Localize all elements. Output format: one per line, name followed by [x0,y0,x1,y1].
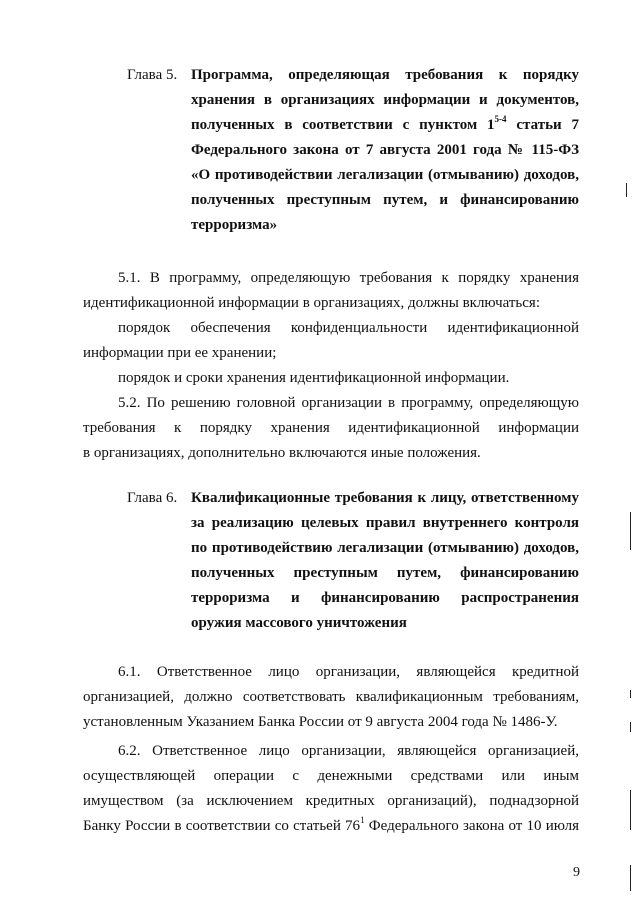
chapter-5-title-line: Программа, определяющая требования к порядку [191,67,579,83]
chapter-5-label: Глава 5. [127,67,178,83]
paragraph-line: установленным Указанием Банка России от 9 августа 2004 года № 1486-У. [83,714,558,730]
chapter-5-title-line: Федерального закона от 7 августа 2001 года № 115-ФЗ [191,142,579,158]
paragraph-5-2 [83,391,579,466]
chapter-5-title-line [191,113,579,138]
scan-edge-mark [630,790,631,830]
chapter-5-title-line: полученных преступным путем, и финансированию [191,192,579,208]
paragraph-line: организацией, должно соответствовать квалификационным требованиям, [83,689,579,705]
chapter-5-title-line: терроризма» [191,217,278,233]
scan-edge-mark [630,865,631,891]
chapter-5-title-line: «О противодействии легализации (отмыванию) доходов, [191,167,579,183]
chapter-5-title-line: хранения в организациях информации и документов, [191,92,579,108]
paragraph-line: осуществляющей операции с денежными средствами или иным [83,768,579,784]
superscript: 5-4 [494,114,507,124]
scan-edge-mark [626,183,627,197]
paragraph-list-item-1 [83,316,579,366]
paragraph-line-text: Банку России в соответствии со статьей 76 [83,818,361,834]
chapter-6-title-line: за реализацию целевых правил внутреннего контроля [191,515,579,531]
scan-edge-mark [630,512,631,550]
chapter-5-title-line-tail: статьи 7 [506,117,580,133]
superscript: 1 [360,815,365,825]
paragraph-line: в организациях, дополнительно включаются иные положения. [83,445,481,461]
paragraph-6-1 [83,660,579,735]
chapter-6-title-line: Квалификационные требования к лицу, ответственному [191,490,579,506]
chapter-6-title-line: терроризма и финансированию распространения [191,590,579,606]
paragraph-line: идентификационной информации в организациях, должны включаться: [83,295,541,311]
paragraph-line: 6.2. Ответственное лицо организации, являющейся организацией, [118,743,579,759]
paragraph-line: 5.1. В программу, определяющую требования к порядку хранения [118,270,579,286]
chapter-6-title [191,486,579,636]
paragraph-line-tail: Федерального закона от 10 июля [364,818,579,834]
scan-edge-mark [630,690,631,698]
paragraph-line: имуществом (за исключением кредитных организаций), поднадзорной [83,793,579,809]
paragraph-line [83,814,579,839]
paragraph-list-item-2 [83,366,579,391]
chapter-6-title-line: по противодействию легализации (отмыванию) доходов, [191,540,579,556]
chapter-6-title-line: оружия массового уничтожения [191,615,407,631]
chapter-5-title [191,63,579,238]
paragraph-line: порядок обеспечения конфиденциальности идентификационной [118,320,579,336]
paragraph-line: 6.1. Ответственное лицо организации, являющейся кредитной [118,664,579,680]
paragraph-line: 5.2. По решению головной организации в программу, определяющую [118,395,579,411]
paragraph-line: информации при ее хранении; [83,345,277,361]
page-number: 9 [573,865,580,880]
paragraph-line: требования к порядку хранения идентификационной информации [83,420,579,436]
paragraph-5-1 [83,266,579,316]
chapter-6-title-line: полученных преступным путем, финансированию [191,565,579,581]
paragraph-line: порядок и сроки хранения идентификационной информации. [118,370,510,386]
chapter-5-title-line-text: полученных в соответствии с пунктом 1 [191,117,495,133]
chapter-6-label: Глава 6. [127,490,178,506]
scan-edge-mark [630,722,631,732]
paragraph-6-2 [83,739,579,839]
